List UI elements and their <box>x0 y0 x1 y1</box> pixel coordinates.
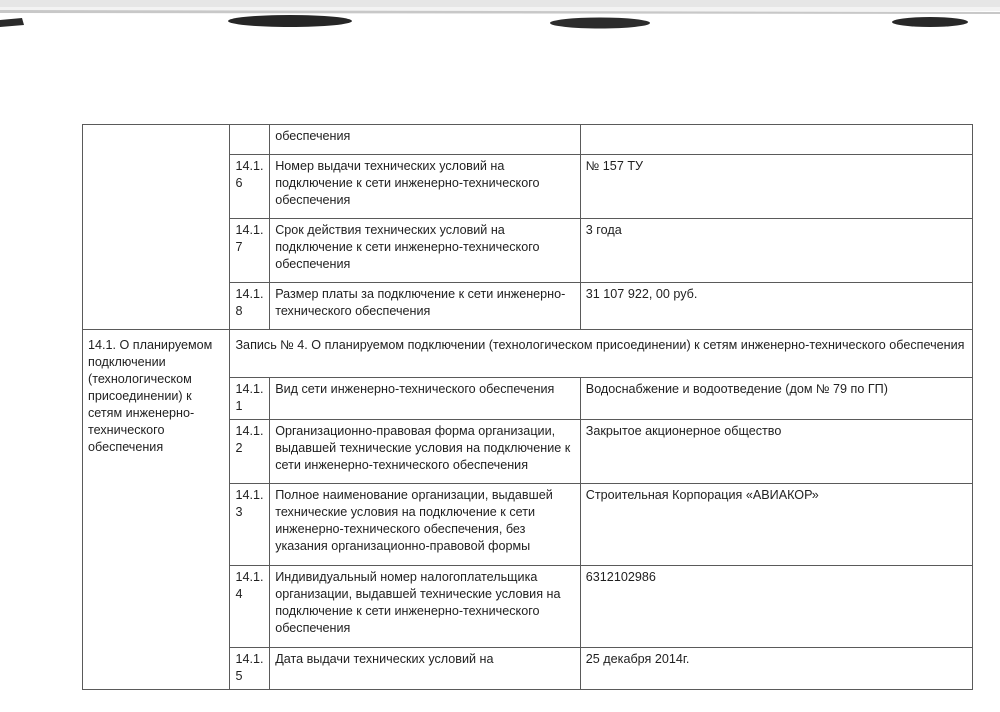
row-name: Срок действия технических условий на подключение к сети инженерно-технического обеспечения <box>270 219 581 283</box>
row-number: 14.1.2 <box>230 420 270 484</box>
row-number: 14.1.7 <box>230 219 270 283</box>
row-name: Полное наименование организации, выдавшей технические условия на подключение к сети инженерно-технического обеспечения, без указания организационно-правовой формы <box>270 484 581 566</box>
row-number: 14.1.1 <box>230 378 270 420</box>
document-table <box>82 124 973 690</box>
row-value <box>580 125 972 155</box>
section-label: 14.1. О планируемом подключении (технологическом присоединении) к сетям инженерно-технического обеспечения <box>83 330 230 690</box>
row-name: Номер выдачи технических условий на подключение к сети инженерно-технического обеспечения <box>270 155 581 219</box>
row-name: Дата выдачи технических условий на <box>270 648 581 690</box>
row-value: Водоснабжение и водоотведение (дом № 79 по ГП) <box>580 378 972 420</box>
row-value: Закрытое акционерное общество <box>580 420 972 484</box>
row-value: 31 107 922, 00 руб. <box>580 283 972 330</box>
row-value: Строительная Корпорация «АВИАКОР» <box>580 484 972 566</box>
row-name: Размер платы за подключение к сети инженерно-технического обеспечения <box>270 283 581 330</box>
row-value: 6312102986 <box>580 566 972 648</box>
row-value: № 157 ТУ <box>580 155 972 219</box>
row-number: 14.1.6 <box>230 155 270 219</box>
row-number <box>230 125 270 155</box>
row-number: 14.1.8 <box>230 283 270 330</box>
row-value: 25 декабря 2014г. <box>580 648 972 690</box>
row-name: обеспечения <box>270 125 581 155</box>
record-title: Запись № 4. О планируемом подключении (технологическом присоединении) к сетям инженерно-технического обеспечения <box>230 330 973 378</box>
row-value: 3 года <box>580 219 972 283</box>
row-name: Вид сети инженерно-технического обеспечения <box>270 378 581 420</box>
scan-artifact-top <box>0 0 1000 40</box>
row-number: 14.1.3 <box>230 484 270 566</box>
row-name: Организационно-правовая форма организации, выдавшей технические условия на подключение к сети инженерно-технического обеспечения <box>270 420 581 484</box>
row-number: 14.1.5 <box>230 648 270 690</box>
section-label-cell-empty <box>83 125 230 330</box>
row-name: Индивидуальный номер налогоплательщика организации, выдавшей технические условия на подключение к сети инженерно-технического обеспечения <box>270 566 581 648</box>
row-number: 14.1.4 <box>230 566 270 648</box>
table-row <box>83 125 973 155</box>
record-title-row <box>83 330 973 378</box>
